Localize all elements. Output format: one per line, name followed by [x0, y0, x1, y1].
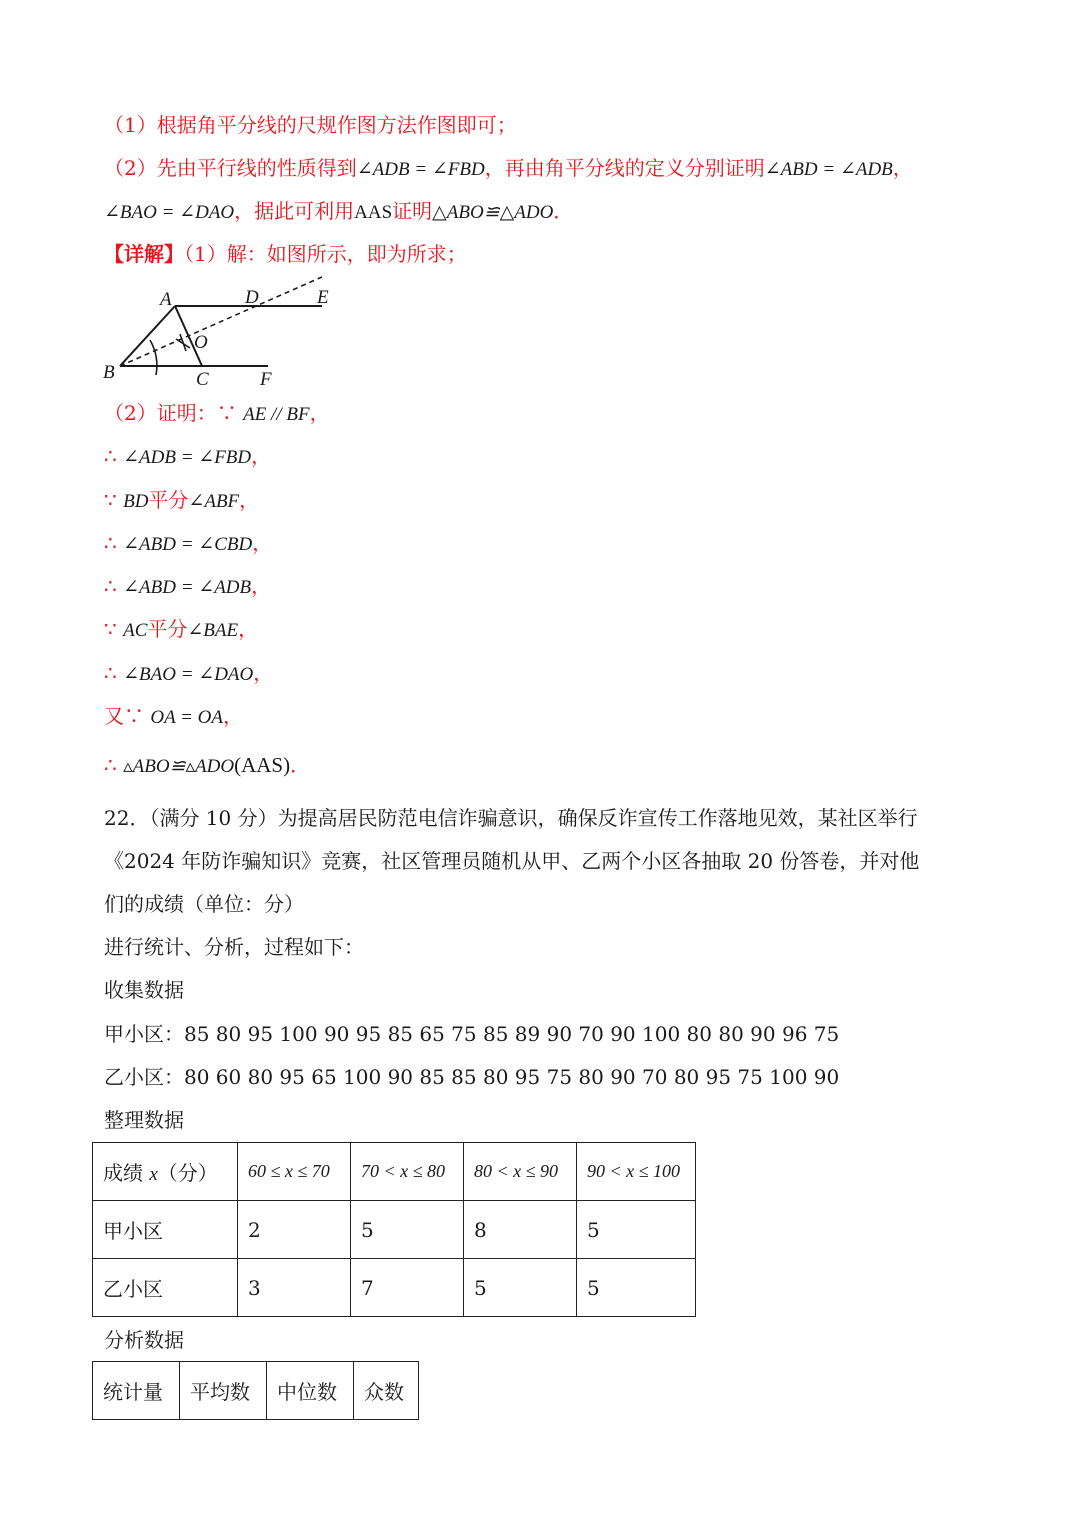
col-head-4: 90 < x ≤ 100	[577, 1143, 696, 1201]
proof-line-3	[104, 485, 259, 517]
detail-line	[104, 239, 467, 269]
proof-tail: ，	[251, 574, 272, 598]
q22-line-2: 《2024 年防诈骗知识》竞赛，社区管理员随机从甲、乙两个小区各抽取 20 份答卷，并对他	[104, 849, 920, 873]
stat-cell-mean: 平均数	[180, 1362, 267, 1420]
proof-line-5	[104, 571, 271, 603]
stat-cell-label: 统计量	[93, 1362, 180, 1420]
hint-period: ．	[553, 199, 574, 223]
header-unit: （分）	[157, 1161, 218, 1185]
proof-math: ∠ABD = ∠ADB	[123, 577, 252, 598]
therefore-symbol: ∴	[104, 531, 117, 555]
compass-arc	[150, 340, 157, 375]
jia-data: 甲小区：85 80 95 100 90 95 85 65 75 85 89 90 70 90 100 80 80 90 96 75	[104, 1022, 840, 1046]
table-header-label	[93, 1143, 238, 1201]
proof-mid: 平分	[147, 617, 188, 641]
q22-line-1: 22．（满分 10 分）为提高居民防范电信诈骗意识，确保反诈宣传工作落地见效，某社区举行	[104, 806, 918, 830]
proof-line-9	[104, 750, 310, 782]
row-name: 甲小区	[93, 1201, 238, 1259]
hint-part2-mid: ，再由角平分线的定义分别证明	[484, 156, 765, 180]
hint-aas: AAS	[354, 202, 393, 223]
proof-mid: 平分	[148, 488, 189, 512]
proof-math: ∠ADB = ∠FBD	[123, 447, 252, 468]
analyze-heading: 分析数据	[104, 1328, 184, 1352]
proof-tail: ，	[309, 401, 330, 425]
hint-part2-text: （2）先由平行线的性质得到	[104, 156, 357, 180]
table-cell: 5	[464, 1259, 577, 1317]
proof-math-2: ∠BAE	[187, 620, 239, 641]
hint-angle-eq-3: ∠BAO = ∠DAO	[104, 202, 235, 223]
proof-tail: ，	[239, 488, 260, 512]
hint-part3	[104, 196, 573, 228]
hint-part3-text: ，据此可利用	[234, 199, 355, 223]
table-cell: 5	[351, 1201, 464, 1259]
hint-angle-eq-1: ∠ADB = ∠FBD	[356, 159, 485, 180]
table-cell: 2	[238, 1201, 351, 1259]
therefore-symbol: ∴	[104, 661, 117, 685]
table-row	[93, 1259, 696, 1317]
proof-line-8	[104, 701, 243, 733]
proof-math: AC	[123, 620, 148, 641]
proof-tail: ，	[251, 444, 272, 468]
hint-part1: （1）根据角平分线的尺规作图方法作图即可；	[104, 113, 517, 137]
proof-tail: ，	[238, 617, 259, 641]
proof-tail: ．	[290, 753, 311, 777]
proof-math: OA = OA	[150, 707, 223, 728]
label-c: C	[196, 369, 209, 390]
proof-math: AE // BF	[243, 404, 310, 425]
hint-angle-eq-2: ∠ABD = ∠ADB	[764, 159, 893, 180]
organize-heading: 整理数据	[104, 1108, 184, 1132]
col-head-2: 70 < x ≤ 80	[351, 1143, 464, 1201]
q22-line-4: 进行统计、分析，过程如下：	[104, 935, 364, 959]
proof-line-2	[104, 441, 271, 473]
table-header-row	[93, 1362, 419, 1420]
proof-line-4	[104, 528, 272, 560]
label-e: E	[317, 287, 329, 308]
statistics-table	[92, 1361, 419, 1420]
label-b: B	[103, 362, 115, 383]
proof-math: ∠BAO = ∠DAO	[123, 664, 254, 685]
label-d: D	[245, 287, 259, 308]
proof-math: BD	[123, 491, 149, 512]
proof-math: ∠ABD = ∠CBD	[123, 534, 253, 555]
hint-congruence: △ABO≌△ADO	[432, 202, 554, 223]
detail-tag: 【详解】	[104, 242, 184, 266]
table-cell: 7	[351, 1259, 464, 1317]
therefore-symbol: ∴	[104, 444, 117, 468]
proof-line-6	[104, 614, 258, 646]
therefore-symbol: ∴	[104, 574, 117, 598]
label-f: F	[260, 369, 272, 390]
because-symbol: ∵	[104, 488, 117, 512]
proof-symbol: （2）证明：∵	[104, 401, 237, 425]
table-header-row	[93, 1143, 696, 1201]
header-var: x	[149, 1164, 158, 1185]
stat-cell-mode: 众数	[354, 1362, 419, 1420]
label-o: O	[194, 332, 208, 353]
hint-part2	[104, 153, 913, 185]
frequency-table	[92, 1142, 696, 1317]
q22-line-3: 们的成绩（单位：分）	[104, 892, 304, 916]
table-cell: 3	[238, 1259, 351, 1317]
yi-data: 乙小区：80 60 80 95 65 100 90 85 85 80 95 75 80 90 70 80 95 75 100 90	[104, 1065, 840, 1089]
header-label-text: 成绩	[103, 1161, 143, 1185]
detail-text: （1）解：如图所示，即为所求；	[184, 242, 467, 266]
hint-comma: ，	[892, 156, 913, 180]
table-cell: 5	[577, 1259, 696, 1317]
proof-line-7	[104, 658, 273, 690]
therefore-symbol: ∴	[104, 753, 117, 777]
bisector-bd	[120, 277, 322, 366]
proof-tail: ，	[223, 704, 243, 728]
table-cell: 8	[464, 1201, 577, 1259]
geometry-figure	[100, 272, 350, 392]
label-a: A	[160, 289, 172, 310]
proof-math-2: ∠ABF	[188, 491, 240, 512]
proof-aas: (AAS)	[234, 753, 291, 777]
proof-tail: ，	[253, 661, 274, 685]
hint-part3-text2: 证明	[392, 199, 433, 223]
table-row	[93, 1201, 696, 1259]
collect-heading: 收集数据	[104, 978, 184, 1002]
table-cell: 5	[577, 1201, 696, 1259]
proof-line-1	[104, 398, 330, 430]
segment-ab	[120, 306, 175, 366]
row-name: 乙小区	[93, 1259, 238, 1317]
col-head-3: 80 < x ≤ 90	[464, 1143, 577, 1201]
because-symbol: 又∵	[104, 704, 144, 728]
proof-tail: ，	[252, 531, 273, 555]
col-head-1: 60 ≤ x ≤ 70	[238, 1143, 351, 1201]
stat-cell-median: 中位数	[267, 1362, 354, 1420]
proof-math: ▵ABO≌▵ADO	[123, 756, 235, 777]
because-symbol: ∵	[104, 617, 117, 641]
